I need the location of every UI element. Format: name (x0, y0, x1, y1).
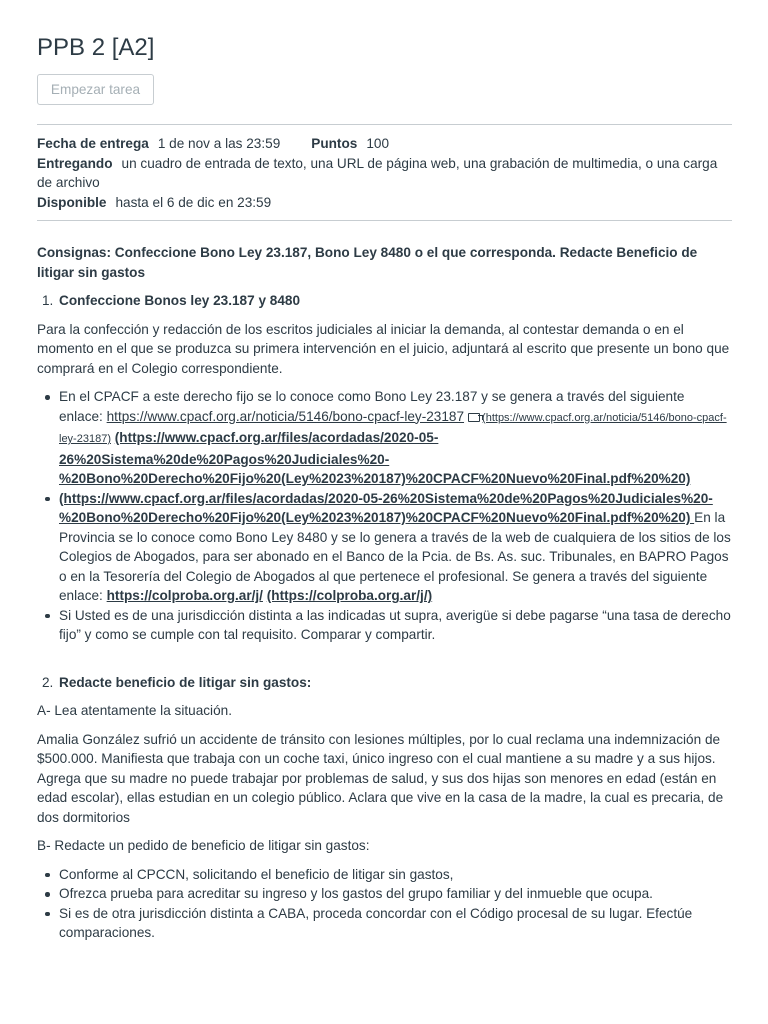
page-title: PPB 2 [A2] (37, 34, 155, 61)
cpacf-pdf-link[interactable]: (https://www.cpacf.org.ar/files/acordadas/2020-05-26%20Sistema%20de%20Pagos%20Judiciales%20-%20Bono%20Derecho%20Fijo%20(Ley%2023%20187)%20CPACF%20Nuevo%20Final.pdf%20%20) (59, 430, 691, 486)
details-row-due (37, 134, 732, 154)
list-item: Si Usted es de una jurisdicción distinta a las indicadas ut supra, averigüe si debe pagarse “una tasa de derecho fijo” y como se cumple con tal requisito. Comparar y compartir. (37, 606, 732, 645)
due-value: 1 de nov a las 23:59 (157, 136, 281, 151)
details-row-submitting (37, 154, 732, 193)
cpacf-pdf-link-2[interactable]: (https://www.cpacf.org.ar/files/acordadas/2020-05-26%20Sistema%20de%20Pagos%20Judiciales%20-%20Bono%20Derecho%20Fijo%20(Ley%2023%20187)%20CPACF%20Nuevo%20Final.pdf%20%20) (59, 490, 713, 525)
colproba-link-url[interactable]: (https://colproba.org.ar/j/) (266, 588, 433, 603)
points-value: 100 (366, 136, 390, 151)
submitting-value: un cuadro de entrada de texto, una URL de página web, una grabación de multimedia, o una carga de archivo (37, 155, 718, 190)
external-link-icon (468, 413, 480, 422)
colproba-link[interactable]: https://colproba.org.ar/j/ (106, 588, 263, 603)
part-b-text: B- Redacte un pedido de beneficio de litigar sin gastos: (37, 838, 370, 853)
section-1-item (37, 291, 732, 311)
instructions-heading (37, 243, 732, 282)
list-item (37, 387, 732, 489)
due-label: Fecha de entrega (37, 136, 149, 151)
section-1-heading (37, 291, 732, 311)
scenario-text: Amalia González sufrió un accidente de tránsito con lesiones múltiples, por lo cual reclama una indemnización de $500.000. Manifiesta que trabaja con un coche taxi, único ingreso con el cual mantiene a su madre y a sus hijos. Agrega que su madre no puede trabajar por problemas de salud, y sus dos hijas son menores en edad (están en edad escolar), ellas estudian en un colegio público. Aclara que vive en la casa de la madre, la cual es precaria, de dos dormitorios (37, 731, 724, 825)
assignment-details (37, 125, 732, 220)
section-1-number: 1. (42, 293, 54, 308)
points-label: Puntos (311, 136, 358, 151)
assignment-page (37, 33, 732, 952)
part-b-bullets (37, 865, 732, 943)
instructions-text: Consignas: Confeccione Bono Ley 23.187, Bono Ley 8480 o el que corresponda. Redacte Beneficio de litigar sin gastos (37, 245, 698, 280)
cpacf-link-url[interactable]: (https://www.cpacf.org.ar/noticia/5146/bono-cpacf-ley-23187) (59, 411, 727, 445)
section-2-heading (37, 673, 732, 693)
bullet-1-text: En el CPACF a este derecho fijo se lo conoce como Bono Ley 23.187 y se genera a través del siguiente enlace: (59, 389, 685, 424)
section-1-intro: Para la confección y redacción de los escritos judiciales al iniciar la demanda, al contestar demanda o en el momento en el que se produzca su primera intervención en el juicio, adjuntará al escrito que presente un bono que comprará en el Colegio correspondiente. (37, 321, 730, 376)
section-1-title: Confeccione Bonos ley 23.187 y 8480 (59, 293, 301, 308)
list-item (37, 489, 732, 606)
submitting-label: Entregando (37, 155, 113, 171)
bullet-2-text: En la Provincia se lo conoce como Bono Ley 8480 y se lo genera a través de la web de cualquiera de los sitios de los Colegios de Abogados, para ser abonado en el Banco de la Pcia. de Bs. As. suc. Tribunales, en BAPRO Pagos o en la Tesorería del Colegio de Abogados al que pertenece el profesional. Se genera a través del siguiente enlace: (59, 510, 731, 603)
list-item: Si es de otra jurisdicción distinta a CABA, proceda concordar con el Código procesal de su lugar. Efectúe comparaciones. (37, 904, 732, 943)
assignment-description (37, 221, 732, 943)
list-item: Conforme al CPCCN, solicitando el beneficio de litigar sin gastos, (37, 865, 732, 885)
spacer (37, 654, 732, 673)
list-item: Ofrezca prueba para acreditar su ingreso y los gastos del grupo familiar y del inmueble que ocupa. (37, 884, 732, 904)
available-value: hasta el 6 de dic en 23:59 (115, 194, 272, 210)
part-a-text: A- Lea atentamente la situación. (37, 703, 232, 718)
details-row-available (37, 193, 732, 213)
section-2-number: 2. (42, 674, 54, 690)
cpacf-link[interactable]: https://www.cpacf.org.ar/noticia/5146/bono-cpacf-ley-23187 (106, 408, 465, 424)
section-2-item (37, 673, 732, 693)
section-1-bullets (37, 387, 732, 645)
available-label: Disponible (37, 194, 107, 210)
start-assignment-button[interactable]: Empezar tarea (37, 74, 154, 105)
section-2-title: Redacte beneficio de litigar sin gastos: (59, 674, 312, 690)
